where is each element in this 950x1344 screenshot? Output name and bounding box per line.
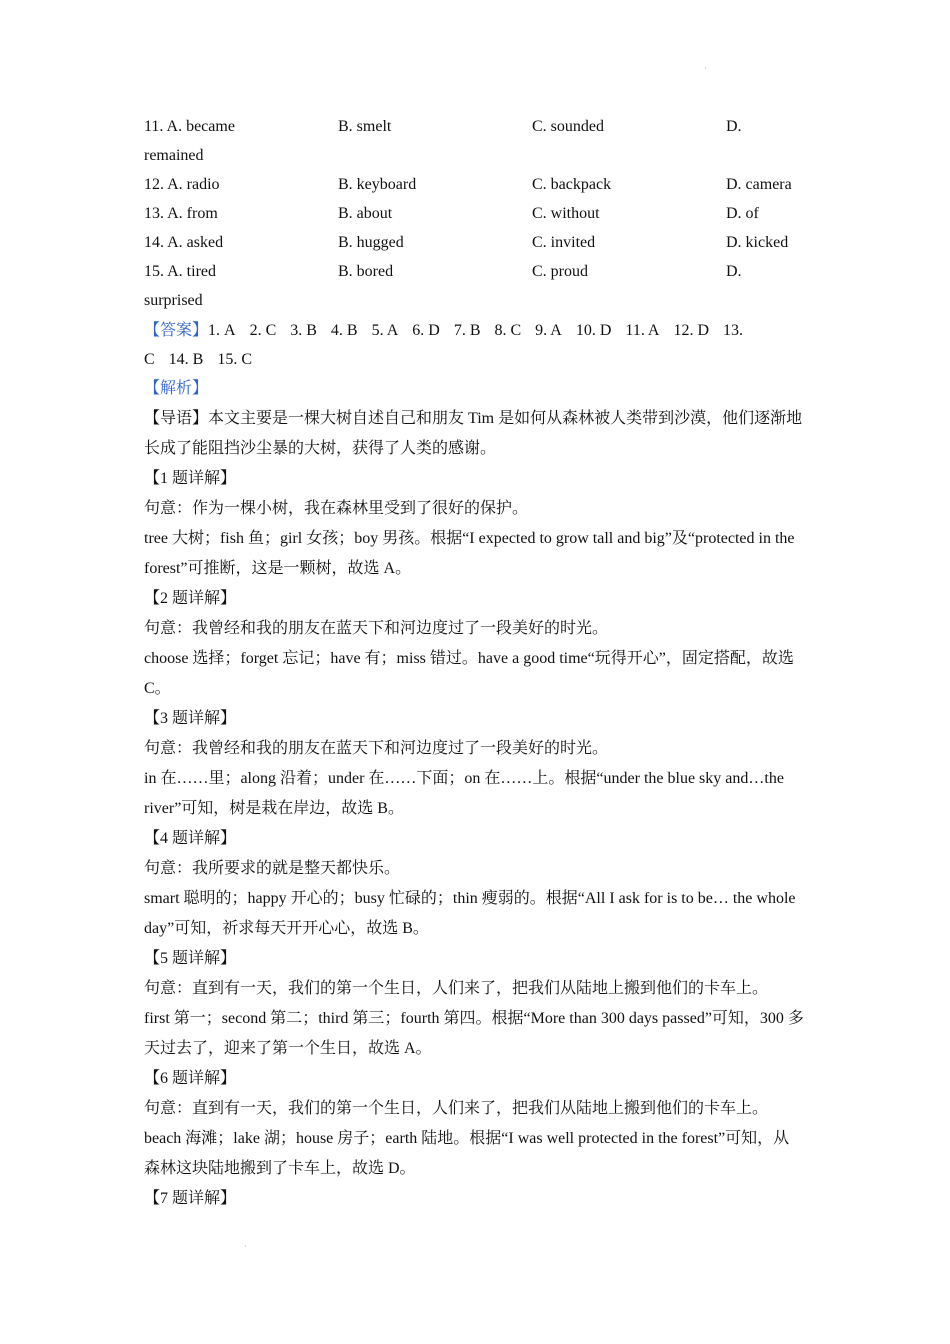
detail-section xyxy=(144,824,804,944)
detail-sentence: 句意：直到有一天，我们的第一个生日，人们来了，把我们从陆地上搬到他们的卡车上。 xyxy=(144,980,769,997)
detail-section xyxy=(144,464,804,584)
detail-sentence: 句意：直到有一天，我们的第一个生日，人们来了，把我们从陆地上搬到他们的卡车上。 xyxy=(144,1100,769,1117)
option-wrap: remained xyxy=(144,147,204,164)
detail-section xyxy=(144,584,804,704)
answer-item: 9. A xyxy=(535,322,562,339)
option-list xyxy=(144,112,804,315)
detail-sentence: 句意：作为一棵小树，我在森林里受到了很好的保护。 xyxy=(144,500,529,517)
detail-explanation: choose 选择；forget 忘记；have 有；miss 错过。have a good time“玩得开心”，固定搭配，故选 C。 xyxy=(144,650,794,697)
page-mark-top: · xyxy=(704,64,707,73)
detail-explanation: in 在……里；along 沿着；under 在……下面；on 在……上。根据“under the blue sky and…the river”可知，树是栽在岸边，故选 B。 xyxy=(144,770,784,817)
answer-line xyxy=(144,345,804,374)
answer-item: 10. D xyxy=(575,322,612,339)
intro-paragraph: 【导语】本文主要是一棵大树自述自己和朋友 Tim 是如何从森林被人类带到沙漠，他们逐渐地长成了能阻挡沙尘暴的大树，获得了人类的感谢。 xyxy=(144,410,803,457)
detail-heading: 【5 题详解】 xyxy=(144,950,237,967)
answer-item: 4. B xyxy=(330,322,358,339)
answer-items xyxy=(208,322,757,339)
answer-item: 2. C xyxy=(249,322,277,339)
detail-sentence: 句意：我曾经和我的朋友在蓝天下和河边度过了一段美好的时光。 xyxy=(144,620,609,637)
detail-section xyxy=(144,704,804,824)
answer-tag: 【答案】 xyxy=(144,322,209,339)
answer-line xyxy=(144,316,804,345)
answer-item: 13. xyxy=(723,322,744,339)
page-mark-bottom: · xyxy=(244,1242,247,1251)
option-row: 12. A. radio B. keyboard C. backpack D. camera xyxy=(144,176,792,193)
detail-explanation: beach 海滩；lake 湖；house 房子；earth 陆地。根据“I was well protected in the forest”可知，从森林这块陆地搬到了卡车上，故选 D。 xyxy=(144,1130,790,1177)
answer-item: 7. B xyxy=(453,322,481,339)
answer-item: 15. C xyxy=(217,351,253,368)
detail-heading: 【6 题详解】 xyxy=(144,1070,237,1087)
detail-heading: 【7 题详解】 xyxy=(144,1190,237,1207)
detail-heading: 【2 题详解】 xyxy=(144,590,237,607)
detail-heading: 【4 题详解】 xyxy=(144,830,237,847)
option-wrap: surprised xyxy=(144,292,203,309)
answer-block xyxy=(144,316,804,374)
option-row: 15. A. tired B. bored C. proud D. xyxy=(144,263,742,280)
detail-sentence: 句意：我曾经和我的朋友在蓝天下和河边度过了一段美好的时光。 xyxy=(144,740,609,757)
option-row: 14. A. asked B. hugged C. invited D. kicked xyxy=(144,234,789,251)
detail-section xyxy=(144,1064,804,1184)
detail-heading: 【1 题详解】 xyxy=(144,470,237,487)
detail-explanation: smart 聪明的；happy 开心的；busy 忙碌的；thin 瘦弱的。根据“All I ask for is to be… the whole day”可知，祈求每天开开心心，故选 B。 xyxy=(144,890,796,937)
answer-item: 14. B xyxy=(168,351,204,368)
detail-section xyxy=(144,944,804,1064)
detail-explanation: tree 大树；fish 鱼；girl 女孩；boy 男孩。根据“I expected to grow tall and big”及“protected in the forest”可推断，这是一颗树，故选 A。 xyxy=(144,530,795,577)
option-row: 11. A. became B. smelt C. sounded D. xyxy=(144,118,742,135)
answer-item: 12. D xyxy=(673,322,710,339)
detail-heading: 【3 题详解】 xyxy=(144,710,237,727)
answer-item: 8. C xyxy=(494,322,522,339)
answer-item: 6. D xyxy=(412,322,440,339)
answer-item: 3. B xyxy=(290,322,317,339)
detail-explanation: first 第一；second 第二；third 第三；fourth 第四。根据“More than 300 days passed”可知，300 多天过去了，迎来了第一个生日，故选 A。 xyxy=(144,1010,804,1057)
option-row: 13. A. from B. about C. without D. of xyxy=(144,205,759,222)
analysis-tag: 【解析】 xyxy=(144,380,209,397)
answer-item: 11. A xyxy=(625,322,660,339)
answer-item: C xyxy=(144,351,155,368)
detail-sentence: 句意：我所要求的就是整天都快乐。 xyxy=(144,860,401,877)
answer-item: 5. A xyxy=(371,322,399,339)
page-content xyxy=(144,112,804,1214)
answer-item: 1. A xyxy=(208,322,236,339)
